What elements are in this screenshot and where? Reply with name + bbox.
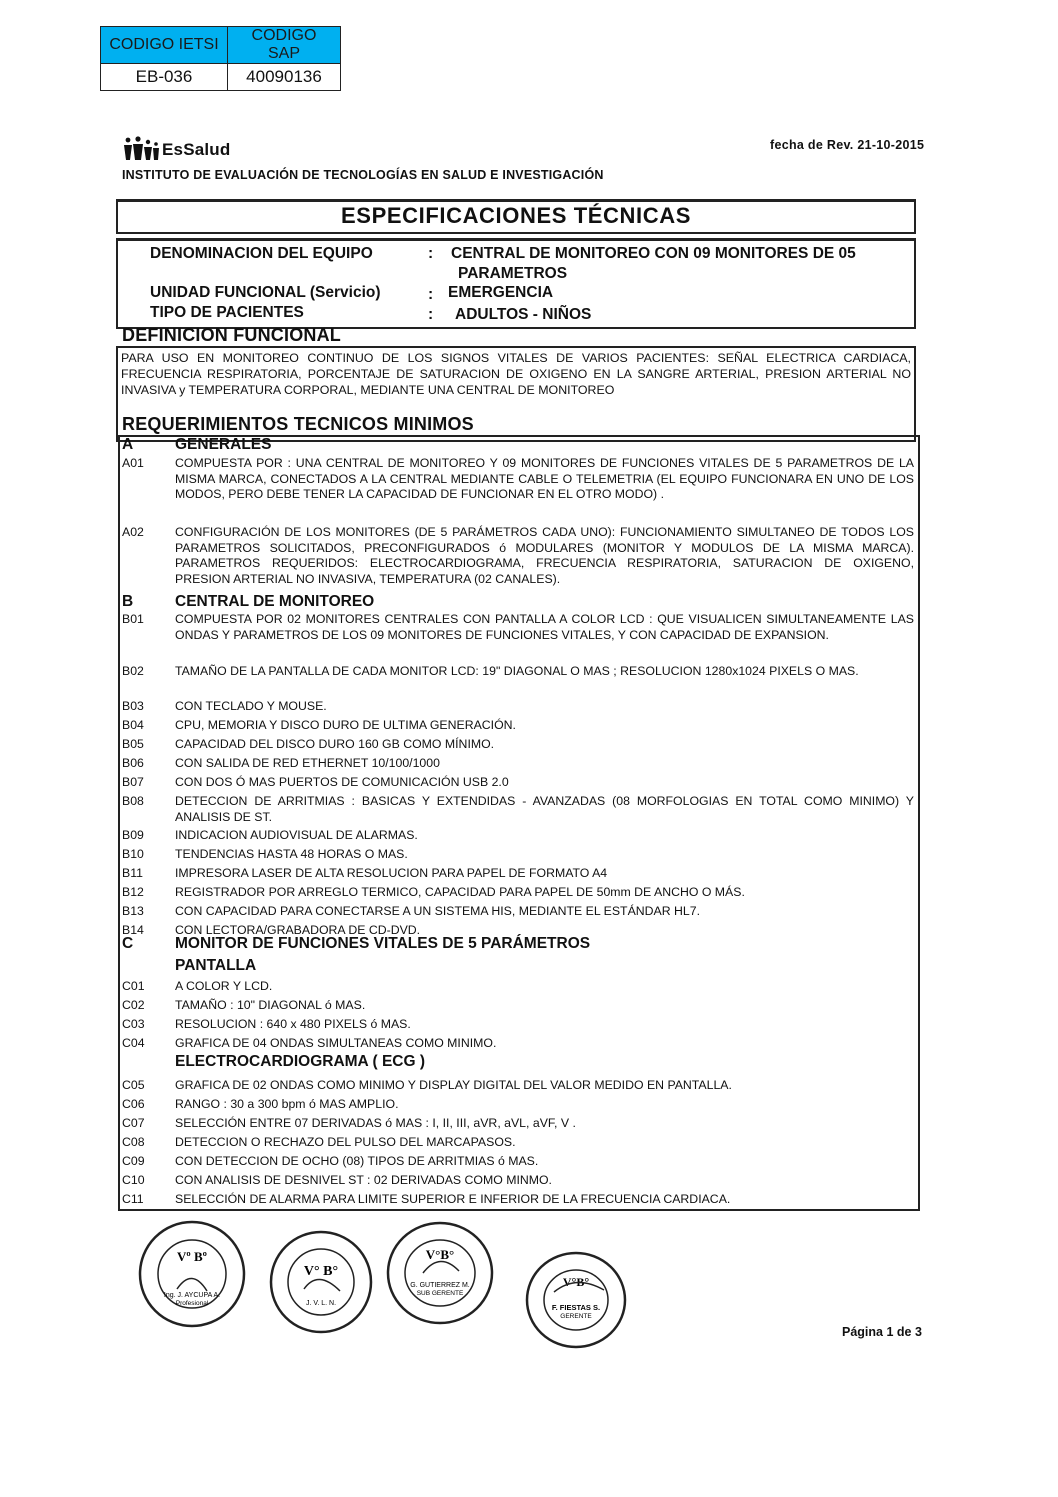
requirement-code: C07 (122, 1116, 145, 1130)
seal-4-role: GERENTE (560, 1313, 592, 1320)
requirement-text: CON SALIDA DE RED ETHERNET 10/100/1000 (175, 756, 440, 770)
seal-3-name: G. GUTIERREZ M. (410, 1282, 470, 1289)
requirement-code: C08 (122, 1135, 145, 1149)
requirement-code: B02 (122, 664, 144, 678)
revision-date: fecha de Rev. 21-10-2015 (770, 138, 925, 152)
requirement-text: RESOLUCION : 640 x 480 PIXELS ó MAS. (175, 1017, 411, 1031)
requirement-code: C02 (122, 998, 145, 1012)
document-title: ESPECIFICACIONES TÉCNICAS (341, 203, 691, 228)
requirement-text: GRAFICA DE 04 ONDAS SIMULTANEAS COMO MINIMO. (175, 1036, 497, 1050)
code-ietsi-value: EB-036 (101, 64, 228, 91)
requirement-section-title: GENERALES (175, 436, 272, 453)
requirement-text: REGISTRADOR POR ARREGLO TERMICO, CAPACIDAD PARA PAPEL DE 50mm DE ANCHO O MÁS. (175, 885, 745, 899)
definition-text: PARA USO EN MONITOREO CONTINUO DE LOS SIGNOS VITALES DE VARIOS PACIENTES: SEÑAL ELECTRICA CARDIACA, FRECUENCIA RESPIRATORIA, PORCENTAJE DE SATURACION DE OXIGENO EN LA SANGRE ARTERIAL, PRESION ARTERIAL NO INVASIVA y TEMPERATURA CORPORAL, MEDIANTE UNA CENTRAL DE MONITOREO (121, 351, 911, 397)
requirement-section-title: CENTRAL DE MONITOREO (175, 593, 375, 610)
requirement-code: B06 (122, 756, 144, 770)
requirement-code: C01 (122, 979, 145, 993)
requirement-text: CON ANALISIS DE DESNIVEL ST : 02 DERIVADAS COMO MINMO. (175, 1173, 552, 1187)
equipment-label-name: DENOMINACION DEL EQUIPO (150, 245, 373, 262)
seal-2-name: J. V. L. N. (305, 1300, 337, 1307)
requirement-code: B09 (122, 828, 144, 842)
requirement-text: DETECCION DE ARRITMIAS : BASICAS Y EXTENDIDAS - AVANZADAS (08 MORFOLOGIAS EN TOTAL COMO MINIMO) Y ANALISIS DE ST. (175, 794, 914, 824)
requirement-text: CON DOS Ó MAS PUERTOS DE COMUNICACIÓN USB 2.0 (175, 775, 509, 789)
requirement-text: CONFIGURACIÓN DE LOS MONITORES (DE 5 PARÁMETROS CADA UNO): FUNCIONAMIENTO SIMULTANEO DE TODOS LOS PARAMETROS SOLICITADOS, PRECONFIGURADOS ó MODULARES (MONITOR Y MODULOS DE LA MISMA MARCA). PARAMETROS REQUERIDOS: ELECTROCARDIOGRAMA, FRECUENCIA RESPIRATORIA, SATURACION DE OXIGENO, PRESION ARTERIAL NO INVASIVA, TEMPERATURA (02 CANALES). (175, 525, 914, 586)
essalud-logo (122, 136, 230, 160)
requirement-code: B03 (122, 699, 144, 713)
codes-header-sap: CODIGO SAP (228, 27, 341, 64)
requirement-text: TENDENCIAS HASTA 48 HORAS O MAS. (175, 847, 408, 861)
approval-seal-4 (524, 1250, 628, 1350)
requirement-code: B10 (122, 847, 144, 861)
colon: : (428, 286, 434, 303)
people-logo-icon (122, 136, 160, 160)
approval-seal-1 (137, 1219, 247, 1329)
requirement-text: CON LECTORA/GRABADORA DE CD-DVD. (175, 923, 421, 937)
requirement-text: TAMAÑO : 10" DIAGONAL ó MAS. (175, 998, 366, 1012)
codes-header-ietsi: CODIGO IETSI (101, 27, 228, 64)
requirement-text: COMPUESTA POR 02 MONITORES CENTRALES CON PANTALLA A COLOR LCD : QUE VISUALICEN SIMULTANEAMENTE LAS ONDAS Y PARAMETROS DE LOS 09 MONITORES DE FUNCIONES VITALES, Y CON CAPACIDAD DE EXPANSION. (175, 612, 914, 642)
equipment-name-value: CENTRAL DE MONITOREO CON 09 MONITORES DE 05 (451, 245, 856, 262)
requirement-code: A01 (122, 456, 144, 470)
requirement-text: SELECCIÓN ENTRE 07 DERIVADAS ó MAS : I, II, III, aVR, aVL, aVF, V . (175, 1116, 576, 1130)
requirement-code: A (122, 436, 134, 453)
requirement-text: DETECCION O RECHAZO DEL PULSO DEL MARCAPASOS. (175, 1135, 516, 1149)
title-box (116, 199, 916, 234)
equipment-name-value-cont: PARAMETROS (458, 265, 568, 282)
equipment-label-patients: TIPO DE PACIENTES (150, 304, 304, 321)
definition-heading: DEFINICION FUNCIONAL (122, 325, 341, 345)
equipment-patients-value: ADULTOS - NIÑOS (455, 306, 592, 323)
requirement-code: B11 (122, 866, 143, 880)
seal-4-name: F. FIESTAS S. (551, 1303, 601, 1312)
requirement-code: B08 (122, 794, 144, 808)
seal-2-center: V° B° (303, 1264, 339, 1279)
requirement-text: TAMAÑO DE LA PANTALLA DE CADA MONITOR LCD: 19" DIAGONAL O MAS ; RESOLUCION 1280x1024 PIXELS O MAS. (175, 664, 859, 678)
requirement-text: CON CAPACIDAD PARA CONECTARSE A UN SISTEMA HIS, MEDIANTE EL ESTÁNDAR HL7. (175, 904, 701, 918)
institute-name: INSTITUTO DE EVALUACIÓN DE TECNOLOGÍAS EN SALUD E INVESTIGACIÓN (122, 168, 604, 182)
codes-header-row (101, 27, 341, 64)
requirement-code: C06 (122, 1097, 145, 1111)
requirement-code: B01 (122, 612, 144, 626)
requirement-code: C10 (122, 1173, 145, 1187)
requirement-text: INDICACION AUDIOVISUAL DE ALARMAS. (175, 828, 418, 842)
requirement-text: IMPRESORA LASER DE ALTA RESOLUCION PARA PAPEL DE FORMATO A4 (175, 866, 608, 880)
equipment-unit-value: EMERGENCIA (448, 284, 554, 301)
seal-1-role: Profesional (175, 1300, 209, 1307)
requirement-section-title: MONITOR DE FUNCIONES VITALES DE 5 PARÁMETROS (175, 935, 591, 952)
codes-table (100, 26, 341, 91)
requirement-code: B05 (122, 737, 144, 751)
page-number: Página 1 de 3 (842, 1325, 922, 1339)
code-sap-value: 40090136 (228, 64, 341, 91)
requirement-code: B13 (122, 904, 144, 918)
requirement-text: RANGO : 30 a 300 bpm ó MAS AMPLIO. (175, 1097, 399, 1111)
approval-seal-3 (385, 1221, 495, 1325)
requirement-code: C11 (122, 1192, 144, 1206)
logo-text: EsSalud (162, 140, 231, 159)
requirement-text: CON DETECCION DE OCHO (08) TIPOS DE ARRITMIAS ó MAS. (175, 1154, 539, 1168)
requirement-code: B07 (122, 775, 144, 789)
equipment-box (116, 238, 916, 329)
seal-1-center: Vº Bº (177, 1249, 207, 1264)
approval-seal-2 (268, 1229, 374, 1335)
requirements-heading: REQUERIMIENTOS TECNICOS MINIMOS (122, 414, 474, 434)
requirement-code: B14 (122, 923, 144, 937)
requirement-text: CPU, MEMORIA Y DISCO DURO DE ULTIMA GENERACIÓN. (175, 718, 516, 732)
requirement-code: B04 (122, 718, 144, 732)
requirement-code: C09 (122, 1154, 145, 1168)
seal-1-name: Ing. J. AYCUPA A. (163, 1292, 221, 1299)
seal-3-role: SUB GERENTE (416, 1290, 464, 1297)
requirement-code: C (122, 935, 134, 952)
requirement-code: C04 (122, 1036, 145, 1050)
requirement-text: GRAFICA DE 02 ONDAS COMO MINIMO Y DISPLAY DIGITAL DEL VALOR MEDIDO EN PANTALLA. (175, 1078, 732, 1092)
requirement-code: B12 (122, 885, 144, 899)
requirement-code: C05 (122, 1078, 145, 1092)
requirement-text: COMPUESTA POR : UNA CENTRAL DE MONITOREO Y 09 MONITORES DE FUNCIONES VITALES DE 5 PARAMETROS DE LA MISMA MARCA, CONECTADOS A LA CENTRAL MEDIANTE CABLE O TELEMETRIA (EL EQUIPO FUNCIONARA EN UNO DE LOS MODOS, PERO DEBE TENER LA CAPACIDAD DE FUNCIONAR EN EL OTRO MODO) . (175, 456, 914, 501)
codes-value-row (101, 64, 341, 91)
colon: : (428, 306, 434, 323)
requirement-text: CAPACIDAD DEL DISCO DURO 160 GB COMO MÍNIMO. (175, 737, 495, 751)
seal-4-center: V°B° (562, 1275, 590, 1289)
colon: : (428, 245, 434, 262)
equipment-label-unit: UNIDAD FUNCIONAL (Servicio) (150, 284, 381, 301)
requirement-code: A02 (122, 525, 144, 539)
requirement-section-title: ELECTROCARDIOGRAMA ( ECG ) (175, 1053, 425, 1070)
requirements-box (118, 435, 920, 1211)
requirement-text: CON TECLADO Y MOUSE. (175, 699, 327, 713)
requirement-text: A COLOR Y LCD. (175, 979, 273, 993)
seal-3-center: V°B° (425, 1247, 455, 1262)
requirement-section-title: PANTALLA (175, 957, 257, 974)
requirement-text: SELECCIÓN DE ALARMA PARA LIMITE SUPERIOR E INFERIOR DE LA FRECUENCIA CARDIACA. (175, 1192, 731, 1206)
requirement-code: C03 (122, 1017, 145, 1031)
requirement-code: B (122, 593, 134, 610)
